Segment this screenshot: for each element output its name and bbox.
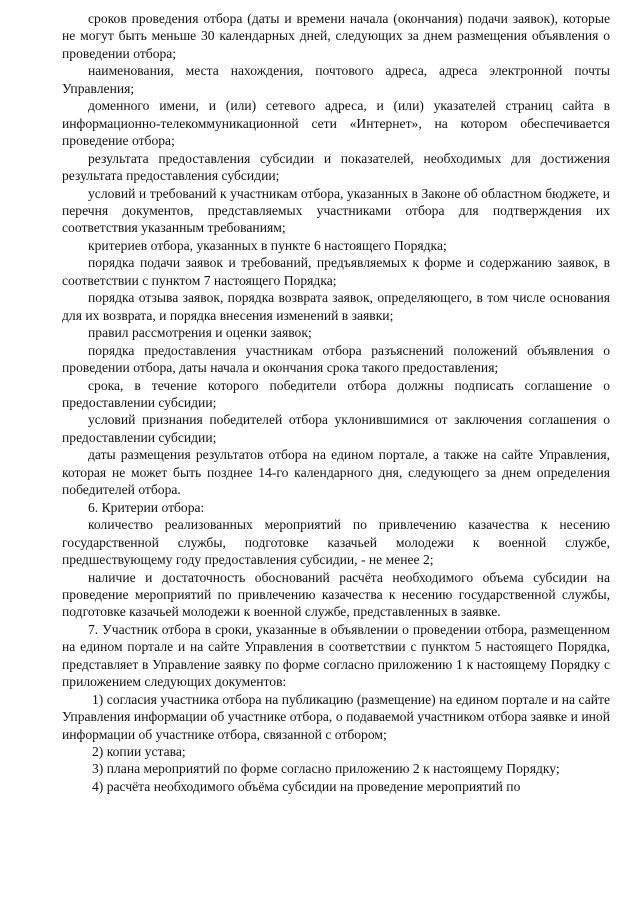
paragraph: количество реализованных мероприятий по привлечению казачества к несению государственной службы, подготовке казачьей молодежи к военной службе, предшествующему году предоставления субсидии, - не менее 2;	[62, 517, 610, 568]
paragraph: 7. Участник отбора в сроки, указанные в объявлении о проведении отбора, размещенном на едином портале и на сайте Управления в соответствии с пунктом 5 настоящего Порядка, представляет в Управление заявку по форме согласно приложению 1 к настоящему Порядку с приложением следующих документов:	[62, 621, 610, 690]
list-item: 4) расчёта необходимого объёма субсидии на проведение мероприятий по	[92, 778, 521, 794]
paragraph: наличие и достаточность обоснований расчёта необходимого объема субсидии на проведение мероприятий по привлечению казачества к несению государственной службы, подготовке казачьей молодежи к военной службе, представленных в заявке.	[62, 569, 610, 620]
paragraph: сроков проведения отбора (даты и времени начала (окончания) подачи заявок), которые не могут быть меньше 30 календарных дней, следующих за днем размещения объявления о проведении отбора;	[62, 11, 610, 61]
paragraph: условий и требований к участникам отбора, указанных в Законе об областном бюджете, и перечня документов, представляемых участниками отбора для подтверждения их соответствия указанным требованиям;	[62, 185, 610, 236]
paragraph: критериев отбора, указанных в пункте 6 настоящего Порядка;	[88, 237, 447, 253]
paragraph: порядка отзыва заявок, порядка возврата заявок, определяющего, в том числе основания для их возврата, и порядка внесения изменений в заявки;	[62, 290, 610, 323]
paragraph: условий признания победителей отбора уклонившимися от заключения соглашения о предоставлении субсидии;	[62, 412, 610, 445]
paragraph: результата предоставления субсидии и показателей, необходимых для достижения результата предоставления субсидии;	[62, 150, 610, 184]
list-item: 3) плана мероприятий по форме согласно приложению 2 к настоящему Порядку;	[92, 761, 560, 777]
paragraph: наименования, места нахождения, почтового адреса, адреса электронной почты Управления;	[62, 63, 610, 96]
paragraph: порядка подачи заявок и требований, предъявляемых к форме и содержанию заявок, в соответствии с пунктом 7 настоящего Порядка;	[62, 255, 610, 288]
list-item: 1) согласия участника отбора на публикацию (размещение) на едином портале и на сайте Управления информации об участнике отбора, о подаваемой участником отбора заявке и иной информации об участнике отбора, связанной с отбором;	[62, 691, 610, 742]
list-item: 2) копии устава;	[92, 744, 186, 760]
document-page	[62, 10, 610, 795]
section-heading: 6. Критерии отбора:	[88, 499, 205, 515]
paragraph: порядка предоставления участникам отбора разъяснений положений объявления о проведении отбора, даты начала и окончания срока такого предоставления;	[62, 342, 610, 376]
paragraph: срока, в течение которого победители отбора должны подписать соглашение о предоставлении субсидии;	[62, 377, 610, 410]
paragraph: доменного имени, и (или) сетевого адреса, и (или) указателей страниц сайта в информационно-телекоммуникационной сети «Интернет», на котором обеспечивается проведение отбора;	[62, 98, 610, 149]
paragraph: даты размещения результатов отбора на едином портале, а также на сайте Управления, которая не может быть позднее 14-го календарного дня, следующего за днем определения победителей отбора.	[62, 447, 610, 498]
paragraph: правил рассмотрения и оценки заявок;	[88, 325, 312, 341]
